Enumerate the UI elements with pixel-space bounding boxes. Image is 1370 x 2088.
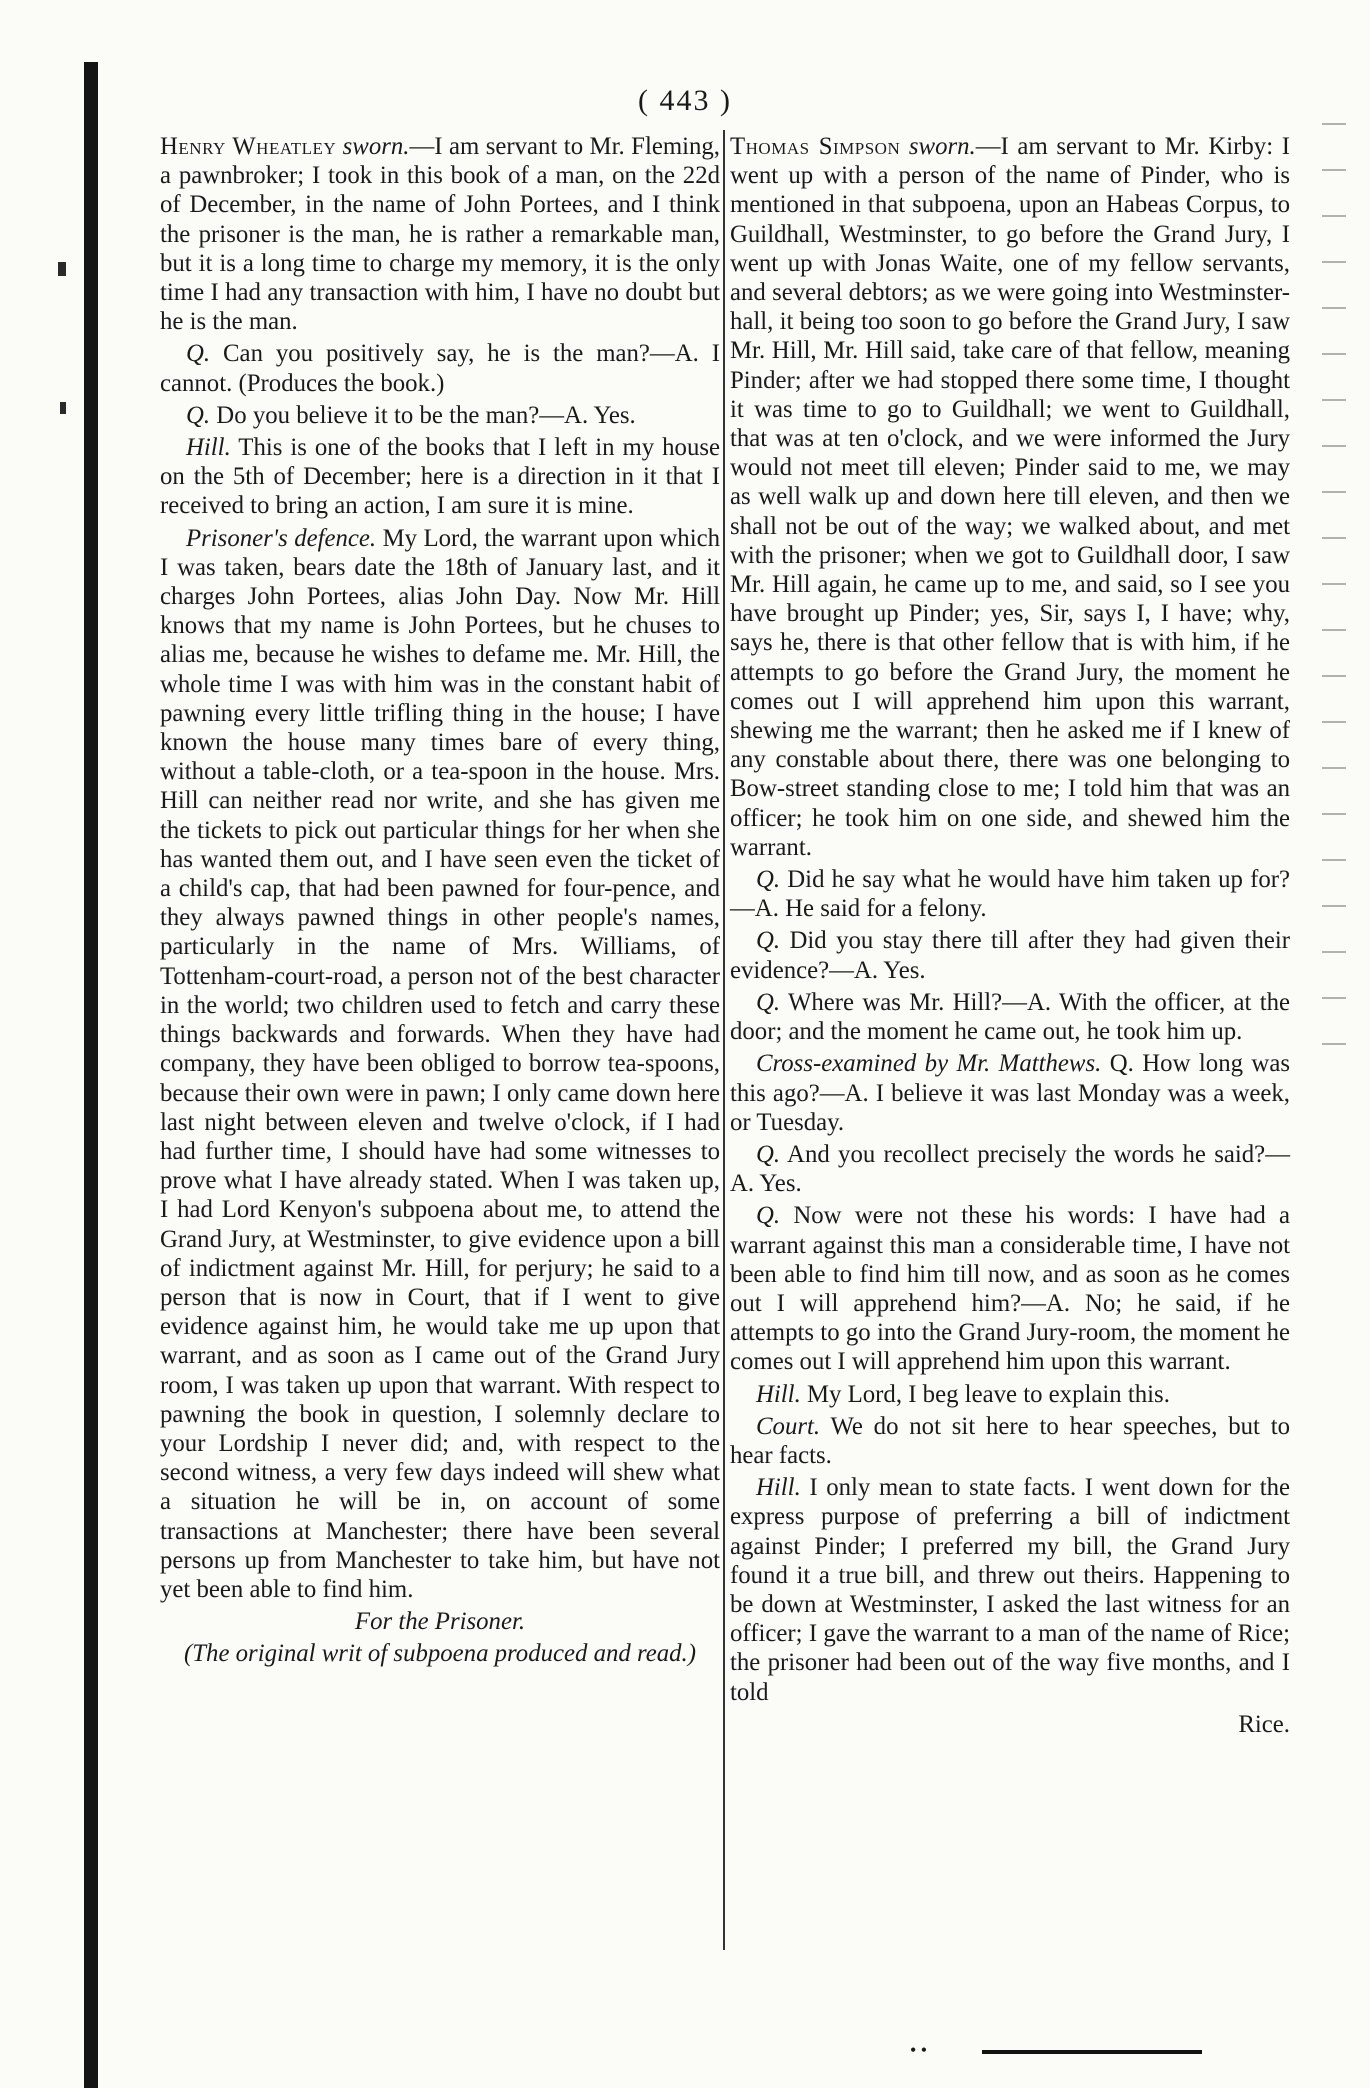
speaker: Henry Wheatley [160, 133, 337, 160]
paragraph: Court. We do not sit here to hear speeches, but to hear facts. [730, 1412, 1290, 1469]
footer-mark: • • [910, 2040, 928, 2060]
paragraph: Hill. This is one of the books that I left in my house on the 5th of December; here is a direction in it that I received to bring an action, I am sure it is mine. [160, 434, 720, 520]
paragraph: Cross-examined by Mr. Matthews. Q. How long was this ago?—A. I believe it was last Monday was a week, or Tuesday. [730, 1050, 1290, 1136]
paragraph: Q. Now were not these his words: I have had a warrant against this man a considerable time, I have not been able to find him till now, and as soon as he comes out I will apprehend him?—A. No; he said, if he attempts to go into the Grand Jury-room, the moment he comes out I will apprehend him upon this warrant. [730, 1202, 1290, 1376]
paragraph: Hill. My Lord, I beg leave to explain this. [756, 1380, 1170, 1408]
paragraph: Q. Did you stay there till after they had given their evidence?—A. Yes. [730, 927, 1290, 984]
for-the-prisoner-heading: For the Prisoner. [354, 1608, 526, 1636]
right-column [730, 132, 1290, 1742]
column-divider [723, 130, 725, 1950]
writ-note: (The original writ of subpoena produced and read.) [184, 1640, 696, 1668]
paragraph: Hill. I only mean to state facts. I went down for the express purpose of preferring a bill of indictment against Pinder; I preferred my bill, the Grand Jury found it a true bill, and threw out theirs. Happening to be down at Westminster, I asked the last witness for an officer; I gave the warrant to a man of the name of Rice; the prisoner had been out of the way five months, and I told [730, 1474, 1290, 1706]
paragraph: Q. Do you believe it to be the man?—A. Yes. [186, 401, 636, 429]
scan-margin-mark [58, 262, 66, 276]
left-column [160, 132, 720, 1672]
page-number: ( 443 ) [638, 84, 732, 117]
footer-rule [982, 2050, 1202, 2054]
speaker: Thomas Simpson [730, 133, 901, 160]
paragraph: Q. Can you positively say, he is the man?—A. I cannot. (Produces the book.) [160, 340, 720, 397]
paragraph: Thomas Simpson sworn.—I am servant to Mr. Kirby: I went up with a person of the name of Pinder, who is mentioned in that subpoena, upon an Habeas Corpus, to Guildhall, Westminster, to go before the Grand Jury, I went up with Jonas Waite, one of my fellow servants, and several debtors; as we were going into Westminster-hall, it being too soon to go before the Grand Jury, I saw Mr. Hill, Mr. Hill said, take care of that fellow, meaning Pinder; after we had stopped there some time, I thought it was time to go to Guildhall; we went to Guildhall, that was at ten o'clock, and we were informed the Jury would not meet till eleven; Pinder said to me, we may as well walk up and down here till eleven, and then we shall not be out of the way; we walked about, and met with the prisoner; when we got to Guildhall door, I saw Mr. Hill again, he came up to me, and said, so I see you have brought up Pinder; yes, Sir, says I, I have; why, says he, there is that other fellow that is with him, if he attempts to go before the Grand Jury, the moment he comes out I will apprehend him upon this warrant, shewing me the warrant; then he asked me if I knew of any constable about there, there was one belonging to Bow-street standing close to me; I told him that was an officer; he took him on one side, and shewed him the warrant. [730, 133, 1291, 861]
paragraph: Prisoner's defence. My Lord, the warrant upon which I was taken, bears date the 18th of January last, and it charges John Portees, alias John Day. Now Mr. Hill knows that my name is John Portees, but he chuses to alias me, because he wishes to defame me. Mr. Hill, the whole time I was with him was in the constant habit of pawning every little trifling thing in the house; I have known the house many times bare of every thing, without a table-cloth, or a tea-spoon in the house. Mrs. Hill can neither read nor write, and she has given me the tickets to pick out particular things for her when she has wanted them out, and I have seen even the ticket of a child's cap, that had been pawned for four-pence, and they always pawned things in other people's names, particularly in the name of Mrs. Williams, of Tottenham-court-road, a person not of the best character in the world; two children used to fetch and carry these things backwards and forwards. When they have had company, they have been obliged to borrow tea-spoons, because their own were in pawn; I only came down here last night between eleven and twelve o'clock, if I had had further time, I should have had some witnesses to prove what I have already stated. When I was taken up, I had Lord Kenyon's subpoena about me, to attend the Grand Jury, at Westminster, to give evidence upon a bill of indictment against Mr. Hill, for perjury; he said to a person that is now in Court, that if I went to give evidence against him, he would take me up upon that warrant, and as soon as I came out of the Grand Jury room, I was taken up upon that warrant. With respect to pawning the book in question, I solemnly declare to your Lordship I never did; and, with respect to the second witness, a very few days indeed will shew what a situation he will be in, on account of some transactions at Manchester; there have been several persons up from Manchester to take him, but have not yet been able to find him. [160, 524, 720, 1603]
paragraph: Henry Wheatley sworn.—I am servant to Mr. Fleming, a pawnbroker; I took in this book of a man, on the 22d of December, in the name of John Portees, and I think the prisoner is the man, he is rather a remarkable man, but it is a long time to charge my memory, it is the only time I had any transaction with him, I have no doubt but he is the man. [160, 133, 721, 336]
paragraph: Q. And you recollect precisely the words he said?—A. Yes. [730, 1140, 1290, 1198]
paragraph: Q. Where was Mr. Hill?—A. With the officer, at the door; and the moment he came out, he took him up. [730, 988, 1290, 1046]
scan-right-edge-marks [1322, 95, 1346, 1045]
scan-binding-edge [84, 62, 98, 2088]
scan-margin-mark [60, 402, 66, 414]
catchword: Rice. [1238, 1710, 1290, 1738]
paragraph: Q. Did he say what he would have him taken up for?—A. He said for a felony. [730, 866, 1290, 923]
